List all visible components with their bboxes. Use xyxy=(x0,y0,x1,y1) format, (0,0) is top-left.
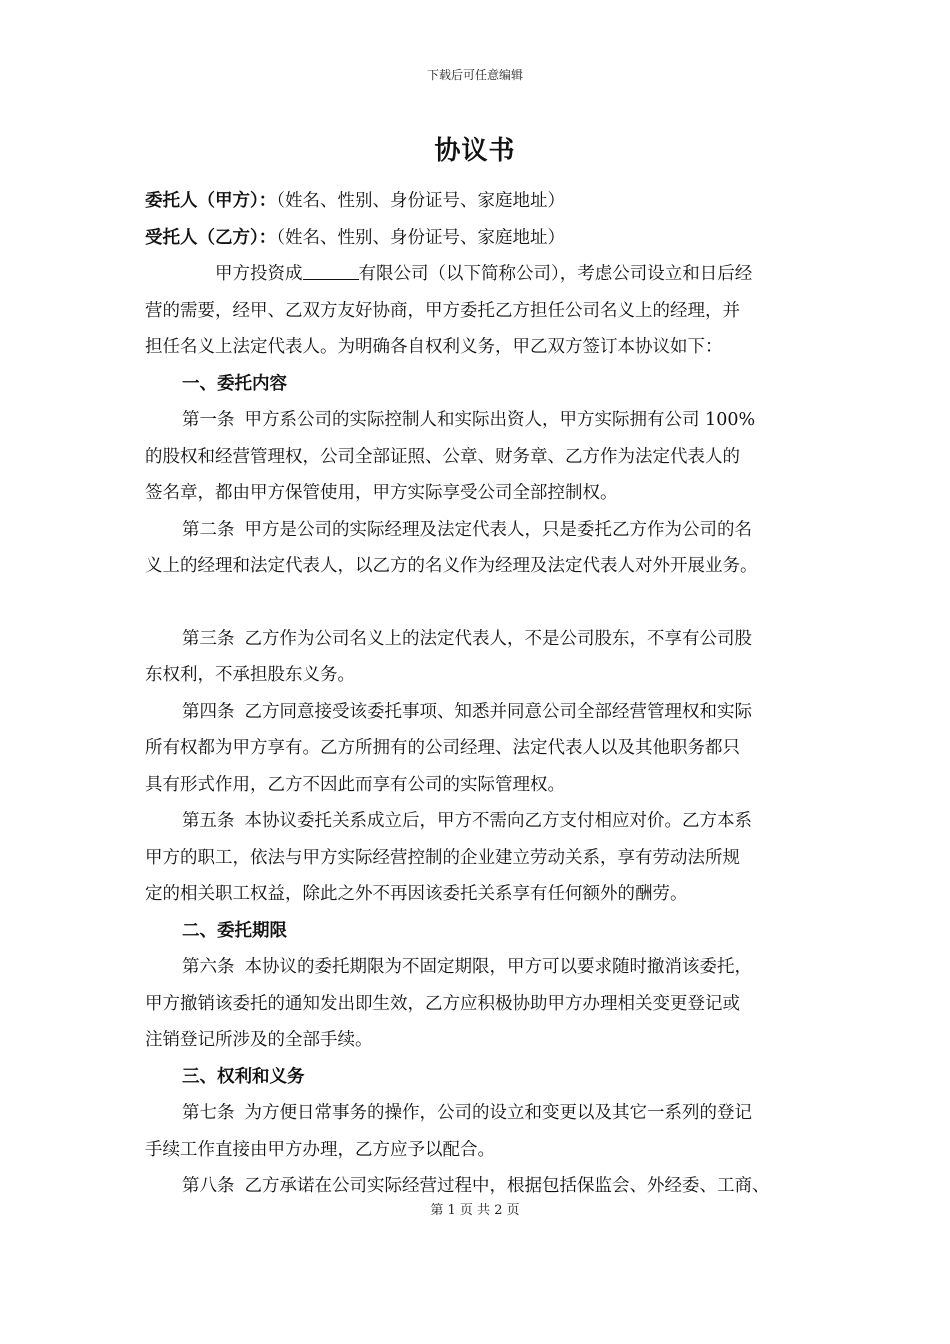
article-2-line-1 xyxy=(145,512,825,549)
article-5-number: 第五条 xyxy=(182,811,235,831)
preamble-text-before-blank: 甲方投资成 xyxy=(215,264,303,284)
article-5-line-2: 甲方的职工，依法与甲方实际经营控制的企业建立劳动关系，享有劳动法所规 xyxy=(145,847,740,868)
article-6-text: 本协议的委托期限为不固定期限，甲方可以要求随时撤消该委托， xyxy=(244,957,752,977)
article-3-line-2: 东权利，不承担股东义务。 xyxy=(145,665,355,685)
preamble-line-1 xyxy=(145,256,825,293)
client-role-label: 委托人（甲方）： xyxy=(145,191,277,211)
article-3-text: 乙方作为公司名义上的法定代表人，不是公司股东，不享有公司股 xyxy=(244,628,752,649)
document-title: 协议书 xyxy=(434,136,516,166)
article-2-number: 第二条 xyxy=(182,519,235,540)
article-5-text: 本协议委托关系成立后，甲方不需向乙方支付相应对价。乙方本系 xyxy=(244,811,752,831)
preamble-text-after-blank: 有限公司（以下简称公司），考虑公司设立和日后经 xyxy=(358,264,753,284)
article-4-line-1 xyxy=(145,694,825,731)
header-note: 下载后可任意编辑 xyxy=(426,68,523,82)
agent-detail: （姓名、性别、身份证号、家庭地址） xyxy=(276,227,565,248)
article-1-text: 甲方系公司的实际控制人和实际出资人，甲方实际拥有公司 100% xyxy=(244,410,756,430)
section-heading-2: 二、委托期限 xyxy=(182,920,287,941)
article-1-line-1 xyxy=(145,402,825,439)
client-party-line xyxy=(145,183,825,220)
article-6-line-2: 甲方撤销该委托的通知发出即生效，乙方应积极协助甲方办理相关变更登记或 xyxy=(145,993,740,1014)
agent-party-line xyxy=(145,220,825,257)
article-5-line-3: 定的相关职工权益，除此之外不再因该委托关系享有任何额外的酬劳。 xyxy=(145,884,688,904)
article-1-number: 第一条 xyxy=(182,410,235,430)
page-footer: 第 1 页 共 2 页 xyxy=(430,1203,520,1218)
article-6-line-3: 注销登记所涉及的全部手续。 xyxy=(145,1030,373,1050)
section-heading-1: 一、委托内容 xyxy=(182,373,287,394)
article-2-text: 甲方是公司的实际经理及法定代表人，只是委托乙方作为公司的名 xyxy=(244,519,752,540)
article-4-line-2: 所有权都为甲方享有。乙方所拥有的公司经理、法定代表人以及其他职务都只 xyxy=(145,738,740,758)
client-detail: （姓名、性别、身份证号、家庭地址） xyxy=(276,191,565,211)
section-heading-3: 三、权利和义务 xyxy=(182,1066,305,1087)
article-7-text: 为方便日常事务的操作，公司的设立和变更以及其它一系列的登记 xyxy=(244,1103,752,1123)
article-2-line-2: 义上的经理和法定代表人，以乙方的名义作为经理及法定代表人对外开展业务。 xyxy=(145,556,758,576)
company-name-blank xyxy=(303,261,359,280)
article-4-number: 第四条 xyxy=(182,701,235,722)
preamble-line-3: 担任名义上法定代表人。为明确各自权利义务，甲乙双方签订本协议如下： xyxy=(145,337,723,357)
article-8-text: 乙方承诺在公司实际经营过程中，根据包括保监会、外经委、工商、 xyxy=(244,1176,770,1196)
article-3-number: 第三条 xyxy=(182,628,235,649)
article-4-text: 乙方同意接受该委托事项、知悉并同意公司全部经营管理权和实际 xyxy=(244,701,752,722)
article-6-line-1 xyxy=(145,949,825,986)
article-3-line-1 xyxy=(145,621,825,658)
preamble-line-2: 营的需要，经甲、乙双方友好协商，甲方委托乙方担任公司名义上的经理，并 xyxy=(145,300,740,321)
agent-role-label: 受托人（乙方）： xyxy=(145,227,277,248)
article-6-number: 第六条 xyxy=(182,957,235,977)
document-body xyxy=(145,183,825,1205)
article-5-line-1 xyxy=(145,803,825,840)
article-7-line-1 xyxy=(145,1095,825,1132)
blank-line-spacer xyxy=(145,585,825,621)
article-8-number: 第八条 xyxy=(182,1176,235,1196)
article-4-line-3: 具有形式作用，乙方不因此而享有公司的实际管理权。 xyxy=(145,774,565,795)
article-1-line-2: 的股权和经营管理权，公司全部证照、公章、财务章、乙方作为法定代表人的 xyxy=(145,446,740,467)
article-7-number: 第七条 xyxy=(182,1103,235,1123)
article-7-line-2: 手续工作直接由甲方办理，乙方应予以配合。 xyxy=(145,1139,495,1160)
article-1-line-3: 签名章，都由甲方保管使用，甲方实际享受公司全部控制权。 xyxy=(145,483,618,503)
